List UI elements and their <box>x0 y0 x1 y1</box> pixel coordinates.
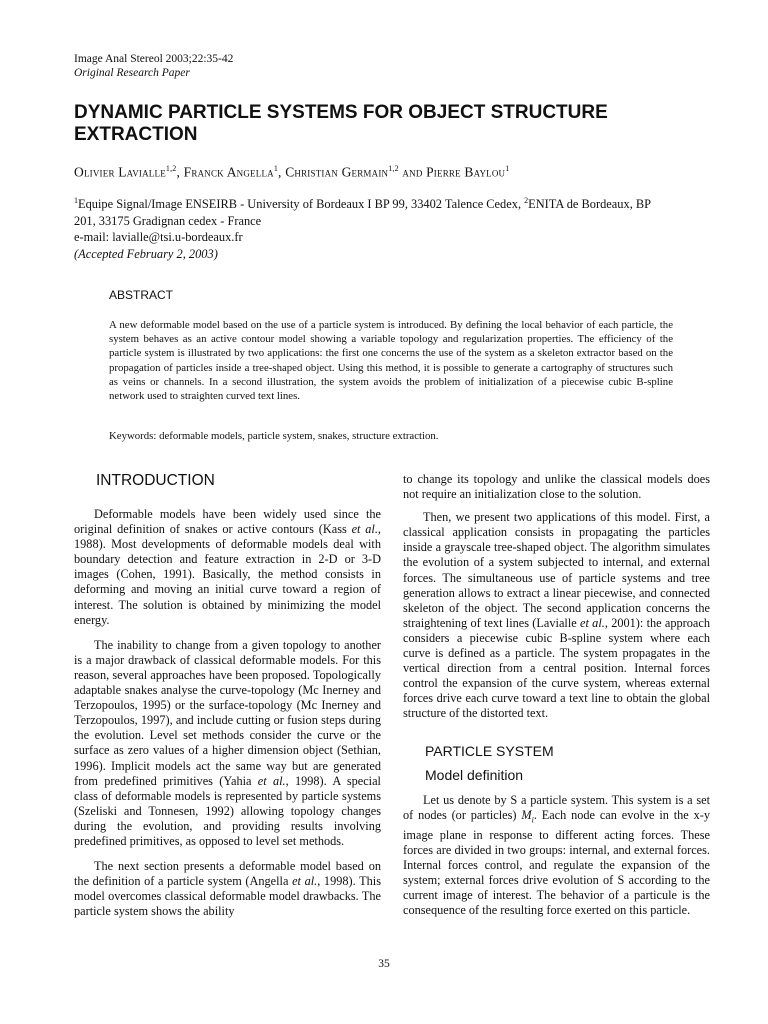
page-number: 35 <box>378 958 390 970</box>
paragraph <box>74 859 381 919</box>
text-run-italic: et al. <box>292 874 318 889</box>
author-name: Christian Germain <box>285 164 389 180</box>
math-variable: M <box>521 808 532 823</box>
text-run: , 1998). This model overcomes classical deformable model drawbacks. The particle system shows the ability <box>74 874 381 919</box>
keywords: Keywords: deformable models, particle system, snakes, structure extraction. <box>109 430 439 442</box>
text-run: . Each node can evolve in the x-y image plane in response to different acting forces. These forces are divided in two groups: internal, and external forces. Internal forces control, and regulate the expansion of the system; external forces drive evolution of S according to the current image of interest. The behavior of a particule is the consequence of the resulting force exerted on this particle. <box>403 808 710 918</box>
affiliation-1: Equipe Signal/Image ENSEIRB - University of Bordeaux I BP 99, 33402 Talence Cedex, <box>78 197 525 212</box>
abstract-text: A new deformable model based on the use of a particle system is introduced. By defining the local behavior of each particle, the system behaves as an active contour model showing a variable topology and regularization properties. The efficiency of the particle system is illustrated by two applications: the first one concerns the use of the system as a skeleton extractor based on the propagation of particles inside a tree-shaped object. Using this method, it is possible to generate a cartography of structures such as veins or channels. In a second illustration, the system avoids the problem of initialization of a piecewise cubic B-spline network used to straighten curved text lines. <box>109 319 673 403</box>
author-separator: and <box>398 164 427 180</box>
affiliation-mark: 2 <box>524 196 529 205</box>
right-column-top <box>403 472 710 732</box>
abstract-heading: ABSTRACT <box>109 288 174 302</box>
paper-type: Original Research Paper <box>74 67 190 79</box>
author-affiliation-mark: 1,2 <box>388 164 399 173</box>
text-run-italic: et al. <box>351 522 378 537</box>
author-name: Olivier Lavialle <box>74 164 166 180</box>
left-column <box>74 507 381 929</box>
contact-email: e-mail: lavialle@tsi.u-bordeaux.fr <box>74 230 243 245</box>
author-list <box>74 164 704 181</box>
journal-reference: Image Anal Stereol 2003;22:35-42 <box>74 53 234 65</box>
text-run: , 1998). A special class of deformable models is represented by particle systems (Szeliski and Tonnesen, 1992) allowing topology changes during the evolution, and providing results involving predefined primitives, as opposed to level set methods. <box>74 773 381 848</box>
affiliation-text <box>74 193 674 229</box>
accepted-date: (Accepted February 2, 2003) <box>74 246 218 261</box>
text-run-italic: et al. <box>580 615 605 630</box>
text-run: , 2001): the approach considers a piecewise cubic B-spline system where each curve is defined as a particle. The system propagates in the vertical direction from a central position. Internal forces control the expansion of the curve system, whereas external forces drive each curve toward a text line to obtain the global structure of the distorted text. <box>403 615 710 721</box>
paper-title: DYNAMIC PARTICLE SYSTEMS FOR OBJECT STRUCTURE EXTRACTION <box>74 102 608 145</box>
text-run-italic: et al. <box>257 773 286 788</box>
text-run: The inability to change from a given topology to another is a major drawback of classical deformable models. For this reason, several approaches have been proposed. Topologically adaptable snakes analyse the curve-topology (Mc Inerney and Terzopoulos, 1995) or the surface-topology (Mc Inerney and Terzopoulos, 1997), and include cutting or fusion steps during the evolution. Level set methods consider the curve or the surface as zero values of a higher dimension object (Sethian, 1996). Implicit models act the same way but are generated from predefined primitives (Yahia <box>74 637 381 788</box>
author-affiliation-mark: 1,2 <box>165 164 177 173</box>
text-run: Then, we present two applications of this model. First, a classical application consists in propagating the particles inside a grayscale tree-shaped object. The algorithm simulates the evolution of a system subjected to internal, and external forces. The simultaneous use of particle systems and tree generation allows to extract a linear piecewise, and connected skeleton of the object. The second application concerns the straightening of text lines (Lavialle <box>403 510 710 630</box>
affiliation-mark: 1 <box>74 196 78 205</box>
author-separator: , <box>278 164 286 180</box>
model-definition-subheading: Model definition <box>425 767 524 783</box>
particle-system-heading: PARTICLE SYSTEM <box>425 743 554 759</box>
paragraph <box>403 793 710 918</box>
author-name: Franck Angella <box>183 164 274 180</box>
author-name: Pierre Baylou <box>426 164 506 180</box>
paragraph <box>403 510 710 721</box>
paragraph <box>74 638 381 849</box>
introduction-heading: INTRODUCTION <box>96 472 215 489</box>
text-run: The next section presents a deformable model based on the definition of a particle system (Angella <box>74 859 381 889</box>
author-affiliation-mark: 1 <box>273 164 279 173</box>
paragraph: to change its topology and unlike the classical models does not require an initialization close to the solution. <box>403 472 710 502</box>
math-subscript: i <box>531 815 534 825</box>
paragraph <box>74 507 381 628</box>
text-run: Deformable models have been widely used since the original definition of snakes or active contours (Kass <box>74 507 381 537</box>
affiliation-2: ENITA de Bordeaux, BP 201, 33175 Gradignan cedex - France <box>74 197 651 228</box>
affiliation-block <box>74 193 674 262</box>
author-affiliation-mark: 1 <box>505 164 510 173</box>
journal-header <box>74 52 233 80</box>
text-run: Let us denote by S a particle system. This system is a set of nodes (or particles) <box>403 793 710 823</box>
author-separator: , <box>176 164 184 180</box>
right-column-bottom <box>403 793 710 928</box>
text-run: , 1988). Most developments of deformable models deal with boundary detection and feature extraction in 2-D or 3-D images (Cohen, 1991). Basically, the method consists in deforming and moving an initial curve toward a region of interest. The solution is obtained by minimizing the model energy. <box>74 522 381 627</box>
